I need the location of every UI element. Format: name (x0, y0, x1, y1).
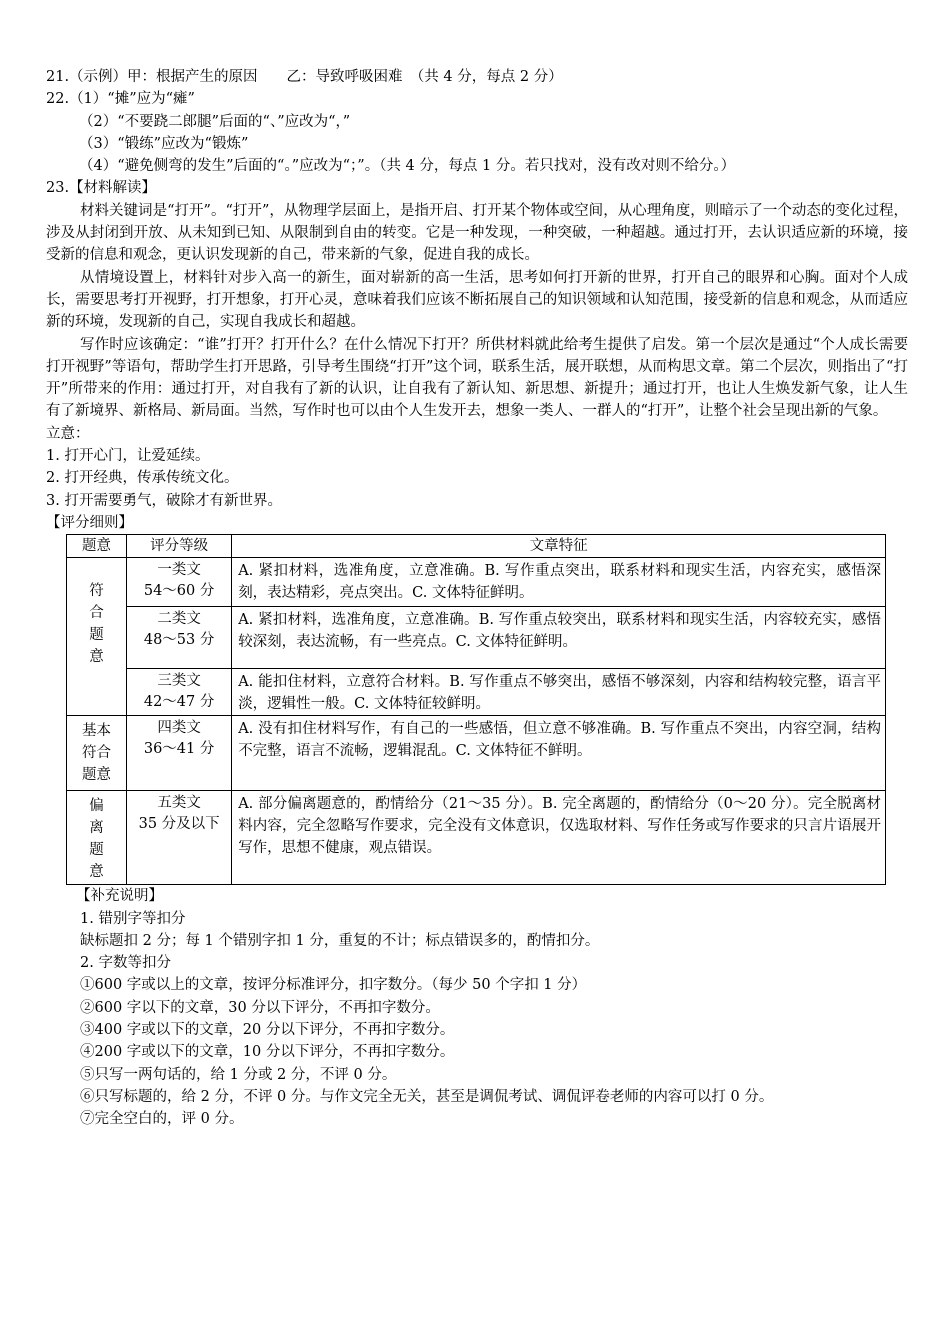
table-row (67, 669, 886, 716)
q22-item-3: （3）“锻练”应改为“锻炼” (79, 135, 249, 152)
rubric-heading: 【评分细则】 (46, 514, 133, 531)
header-topic: 题意 (67, 535, 127, 558)
supplement-section (46, 885, 908, 1130)
header-grade: 评分等级 (127, 535, 232, 558)
topic-cell-fit: 符 合 题 意 (67, 558, 127, 716)
supplement-line: ②600 字以下的文章，30 分以下评分，不再扣字数分。 (80, 999, 440, 1016)
q21-answer: 21.（示例）甲：根据产生的原因 乙：导致呼吸困难 （共 4 分，每点 2 分） (46, 69, 563, 85)
q22-item-4: （4）“避免侧弯的发生”后面的“。”应改为“；”。（共 4 分，每点 1 分。若只找对，没有改对则不给分。） (79, 158, 736, 175)
supplement-line: ⑤只写一两句话的，给 1 分或 2 分，不评 0 分。 (80, 1066, 397, 1083)
supplement-line: ③400 字或以下的文章，20 分以下评分，不再扣字数分。 (80, 1022, 455, 1039)
grade-cell: 五类文 35 分及以下 (127, 791, 232, 885)
supplement-heading: 【补充说明】 (76, 888, 163, 905)
liyi-item: 2. 打开经典，传承传统文化。 (46, 470, 239, 487)
supplement-line: ④200 字或以下的文章，10 分以下评分，不再扣字数分。 (80, 1044, 455, 1061)
q22-item-2: （2）“不要跷二郎腿”后面的“、”应改为“，” (79, 113, 351, 130)
topic-cell-deviate: 偏 离 题 意 (67, 791, 127, 885)
liyi-item: 1. 打开心门，让爱延续。 (46, 448, 210, 465)
table-row (67, 607, 886, 669)
grade-cell: 二类文 48～53 分 (127, 607, 232, 669)
supplement-line: 1. 错别字等扣分 (80, 910, 186, 927)
q22-label: 22. (46, 91, 70, 108)
features-cell: A. 能扣住材料，立意符合材料。B. 写作重点不够突出，感悟不够深刻，内容和结构较完整，语言平淡，逻辑性一般。C. 文体特征较鲜明。 (232, 669, 886, 716)
header-features: 文章特征 (232, 535, 886, 558)
table-row (67, 558, 886, 607)
answer-page (46, 66, 908, 1131)
table-header-row (67, 535, 886, 558)
supplement-line: ①600 字或以上的文章，按评分标准评分，扣字数分。（每少 50 个字扣 1 分） (80, 977, 587, 994)
supplement-line: 2. 字数等扣分 (80, 955, 171, 972)
material-paragraph-2: 从情境设置上，材料针对步入高一的新生，面对崭新的高一生活，思考如何打开新的世界，打开自己的眼界和心胸。面对个人成长，需要思考打开视野，打开想象，打开心灵，意味着我们应该不断拓展自己的知识领域和认知范围，接受新的信息和观念，从而适应新的环境，发现新的自己，实现自我成长和超越。 (46, 269, 908, 331)
grade-cell: 一类文 54～60 分 (127, 558, 232, 607)
q23-heading: 23.【材料解读】 (46, 180, 157, 197)
grade-cell: 四类文 36～41 分 (127, 716, 232, 791)
rubric-table (66, 534, 886, 885)
features-cell: A. 紧扣材料，选准角度，立意准确。B. 写作重点较突出，联系材料和现实生活，内容较充实，感悟较深刻，表达流畅，有一些亮点。C. 文体特征鲜明。 (232, 607, 886, 669)
material-paragraph-3: 写作时应该确定：“谁”打开？打开什么？在什么情况下打开？所供材料就此给考生提供了启发。第一个层次是通过“个人成长需要打开视野”等语句，帮助学生打开思路，引导考生围绕“打开”这个词，联系生活，展开联想，从而构思文章。第二个层次，则指出了“打开”所带来的作用：通过打开，对自我有了新的认识，让自我有了新认知、新思想、新提升；通过打开，也让人生焕发新气象，让人生有了新境界、新格局、新局面。当然，写作时也可以由个人生发开去，想象一类人、一群人的“打开”，让整个社会呈现出新的气象。 (46, 336, 908, 420)
liyi-label: 立意： (46, 425, 90, 442)
material-paragraph-1: 材料关键词是“打开”。“打开”，从物理学层面上，是指开启、打开某个物体或空间，从心理角度，则暗示了一个动态的变化过程，涉及从封闭到开放、从未知到已知、从限制到自由的转变。它是一种发现，一种突破，一种超越。通过打开，去认识适应新的环境，接受新的信息和观念，更认识发现新的自己，带来新的气象，促进自我的成长。 (46, 202, 908, 264)
topic-cell-basic: 基本 符合 题意 (67, 716, 127, 791)
table-row (67, 716, 886, 791)
supplement-line: ⑥只写标题的，给 2 分，不评 0 分。与作文完全无关，甚至是调侃考试、调侃评卷老师的内容可以打 0 分。 (80, 1088, 774, 1105)
features-cell: A. 紧扣材料，选准角度，立意准确。B. 写作重点突出，联系材料和现实生活，内容充实，感悟深刻，表达精彩，亮点突出。C. 文体特征鲜明。 (232, 558, 886, 607)
features-cell: A. 部分偏离题意的，酌情给分（21～35 分）。B. 完全离题的，酌情给分（0～20 分）。完全脱离材料内容，完全忽略写作要求，完全没有文体意识，仅选取材料、写作任务或写作要求的只言片语展开写作，思想不健康，观点错误。 (232, 791, 886, 885)
features-cell: A. 没有扣住材料写作，有自己的一些感悟，但立意不够准确。B. 写作重点不突出，内容空洞，结构不完整，语言不流畅，逻辑混乱。C. 文体特征不鲜明。 (232, 716, 886, 791)
liyi-item: 3. 打开需要勇气，破除才有新世界。 (46, 492, 282, 509)
supplement-line: ⑦完全空白的，评 0 分。 (80, 1111, 244, 1128)
grade-cell: 三类文 42～47 分 (127, 669, 232, 716)
q22-item-1: 22.（1）“摊”应为“瘫” (46, 91, 195, 108)
table-row (67, 791, 886, 885)
supplement-line: 缺标题扣 2 分；每 1 个错别字扣 1 分，重复的不计；标点错误多的，酌情扣分。 (80, 932, 600, 949)
